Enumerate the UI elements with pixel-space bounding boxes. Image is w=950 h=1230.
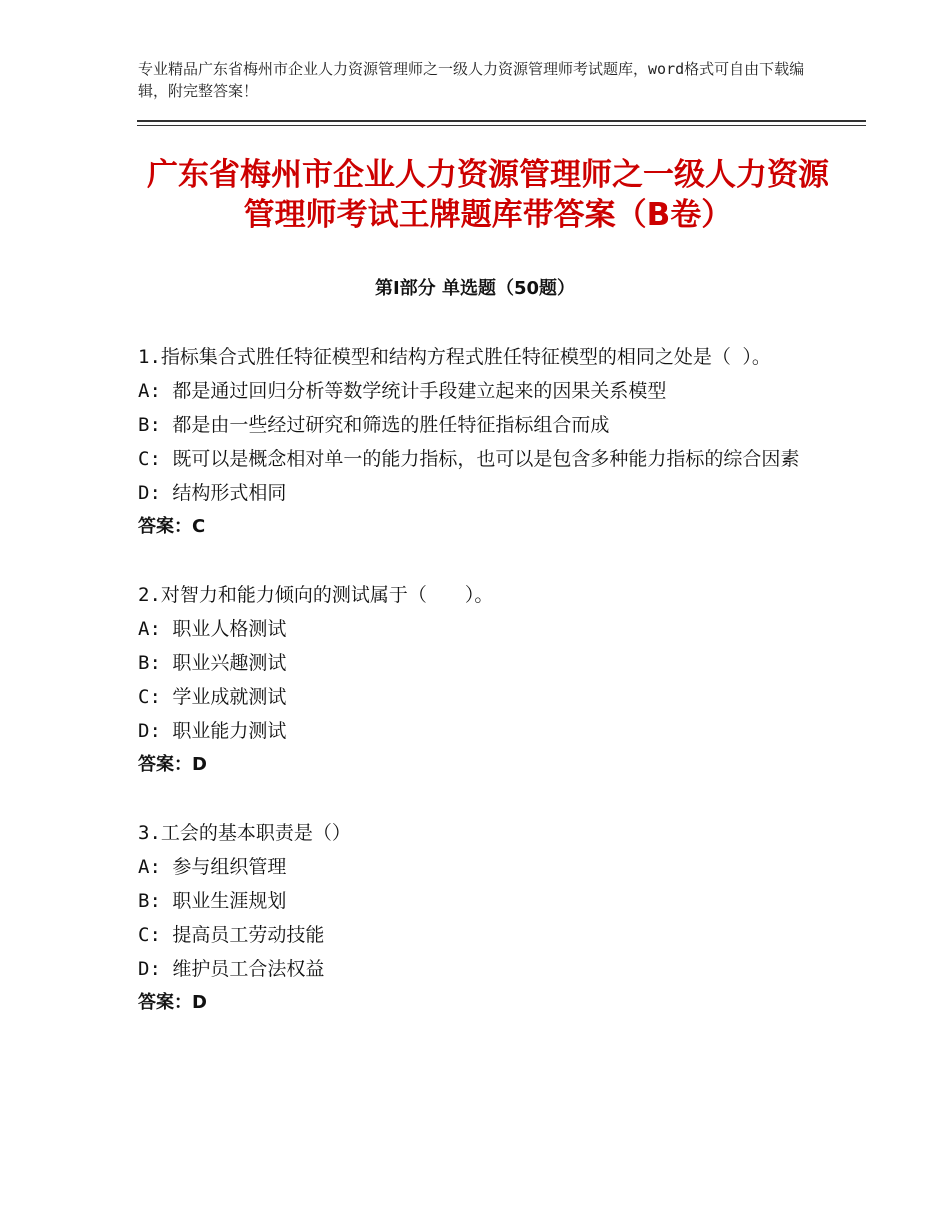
option-b: B: 都是由一些经过研究和筛选的胜任特征指标组合而成 (138, 414, 610, 436)
question-3 (138, 816, 810, 1020)
option-a: A: 职业人格测试 (138, 618, 287, 640)
question-1 (138, 340, 810, 544)
option-d: D: 职业能力测试 (138, 720, 287, 742)
answer: 答案：D (138, 992, 207, 1013)
document-title: 广东省梅州市企业人力资源管理师之一级人力资源管理师考试王牌题库带答案（B卷） (147, 157, 829, 233)
option-d: D: 结构形式相同 (138, 482, 287, 504)
header-rule-thin (137, 125, 866, 126)
header-note: 专业精品广东省梅州市企业人力资源管理师之一级人力资源管理师考试题库，word格式可自由下载编辑，附完整答案！ (138, 60, 805, 100)
option-b: B: 职业生涯规划 (138, 890, 287, 912)
question-stem: 3.工会的基本职责是（） (138, 822, 351, 844)
option-b: B: 职业兴趣测试 (138, 652, 287, 674)
option-c: C: 提高员工劳动技能 (138, 924, 325, 946)
question-stem: 1.指标集合式胜任特征模型和结构方程式胜任特征模型的相同之处是（ ）。 (138, 346, 771, 368)
question-2 (138, 578, 810, 782)
option-c: C: 既可以是概念相对单一的能力指标，也可以是包含多种能力指标的综合因素 (138, 448, 800, 470)
option-a: A: 参与组织管理 (138, 856, 287, 878)
question-stem: 2.对智力和能力倾向的测试属于（ ）。 (138, 584, 494, 606)
question-list (138, 340, 810, 1054)
option-a: A: 都是通过回归分析等数学统计手段建立起来的因果关系模型 (138, 380, 667, 402)
option-d: D: 维护员工合法权益 (138, 958, 325, 980)
section-title: 第Ⅰ部分 单选题（50题） (374, 278, 575, 299)
answer: 答案：D (138, 754, 207, 775)
header-rule-thick (137, 120, 866, 122)
answer: 答案：C (138, 516, 206, 537)
option-c: C: 学业成就测试 (138, 686, 287, 708)
